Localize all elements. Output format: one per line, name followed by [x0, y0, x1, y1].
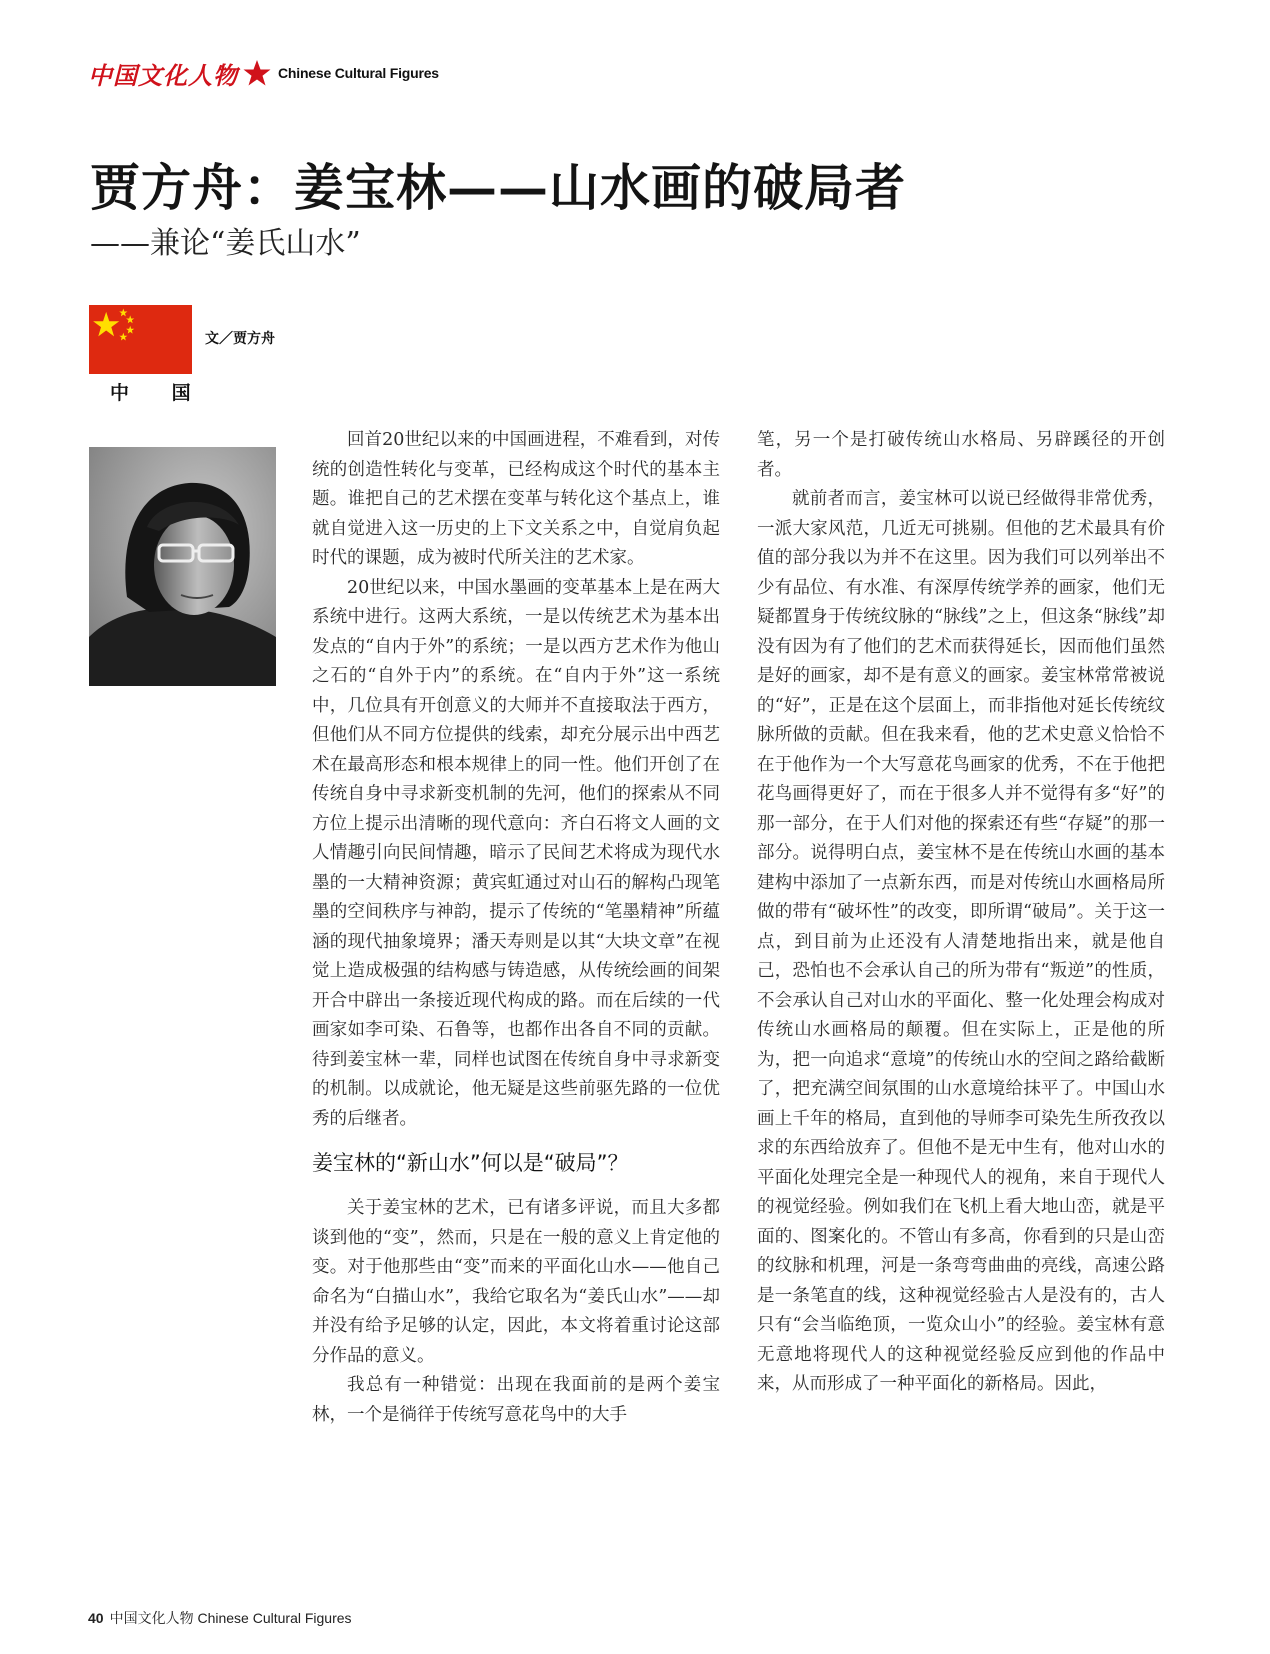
masthead-en: Chinese Cultural Figures: [278, 65, 439, 81]
china-flag-icon: [89, 305, 192, 374]
page-footer: [88, 1608, 352, 1628]
paragraph: 我总有一种错觉：出现在我面前的是两个姜宝林，一个是徜徉于传统写意花鸟中的大手: [312, 1375, 720, 1425]
paragraph-continued: 笔，另一个是打破传统山水格局、另辟蹊径的开创者。: [757, 430, 1165, 480]
paragraph: 关于姜宝林的艺术，已有诸多评说，而且大多都谈到他的“变”，然而，只是在一般的意义上肯定他的变。对于他那些由“变”而来的平面化山水——他自己命名为“白描山水”，我给它取名为“姜氏山水”——却并没有给予足够的认定，因此，本文将着重讨论这部分作品的意义。: [312, 1198, 720, 1366]
article-subtitle: ——兼论“姜氏山水”: [90, 226, 361, 261]
byline: 文／贾方舟: [205, 331, 275, 347]
page-number: 40: [88, 1610, 104, 1626]
masthead-cn-logo: 中国文化人物: [88, 60, 238, 90]
author-portrait-photo: [89, 447, 276, 686]
article-column-2: [757, 426, 1165, 1400]
paragraph: 回首20世纪以来的中国画进程，不难看到，对传统的创造性转化与变革，已经构成这个时代的基本主题。谁把自己的艺术摆在变革与转化这个基点上，谁就自觉进入这一历史的上下文关系之中，自觉肩负起时代的课题，成为被时代所关注的艺术家。: [312, 430, 720, 568]
masthead: [88, 56, 439, 90]
section-heading: 姜宝林的“新山水”何以是“破局”？: [312, 1151, 629, 1175]
paragraph: 20世纪以来，中国水墨画的变革基本上是在两大系统中进行。这两大系统，一是以传统艺术为基本出发点的“自内于外”的系统；一是以西方艺术作为他山之石的“自外于内”的系统。在“自内于外”这一系统中，几位具有开创意义的大师并不直接取法于西方，但他们从不同方位提供的线索，却充分展示出中西艺术在最高形态和根本规律上的同一性。他们开创了在传统自身中寻求新变机制的先河，他们的探索从不同方位上提示出清晰的现代意向：齐白石将文人画的文人情趣引向民间情趣，暗示了民间艺术将成为现代水墨的一大精神资源；黄宾虹通过对山石的解构凸现笔墨的空间秩序与神韵，提示了传统的“笔墨精神”所蕴涵的现代抽象境界；潘天寿则是以其“大块文章”在视觉上造成极强的结构感与铸造感，从传统绘画的间架开合中辟出一条接近现代构成的路。而在后续的一代画家如李可染、石鲁等，也都作出各自不同的贡献。待到姜宝林一辈，同样也试图在传统自身中寻求新变的机制。以成就论，他无疑是这些前驱先路的一位优秀的后继者。: [312, 577, 720, 1129]
star-icon: [242, 59, 272, 87]
country-label: 中 国: [110, 382, 209, 404]
paragraph: 就前者而言，姜宝林可以说已经做得非常优秀，一派大家风范，几近无可挑剔。但他的艺术最具有价值的部分我以为并不在这里。因为我们可以列举出不少有品位、有水准、有深厚传统学养的画家，他们无疑都置身于传统纹脉的“脉线”之上，但这条“脉线”却没有因为有了他们的艺术而获得延长，因而他们虽然是好的画家，却不是有意义的画家。姜宝林常常被说的“好”，正是在这个层面上，而非指他对延长传统纹脉所做的贡献。但在我来看，他的艺术史意义恰恰不在于他作为一个大写意花鸟画家的优秀，不在于他把花鸟画得更好了，而在于很多人并不觉得有多“好”的那一部分，在于人们对他的探索还有些“存疑”的那一部分。说得明白点，姜宝林不是在传统山水画的基本建构中添加了一点新东西，而是对传统山水画格局所做的带有“破坏性”的改变，即所谓“破局”。关于这一点，到目前为止还没有人清楚地指出来，就是他自己，恐怕也不会承认自己的所为带有“叛逆”的性质，不会承认自己对山水的平面化、整一化处理会构成对传统山水画格局的颠覆。但在实际上，正是他的所为，把一向追求“意境”的传统山水的空间之路给截断了，把充满空间氛围的山水意境给抹平了。中国山水画上千年的格局，直到他的导师李可染先生所孜孜以求的东西给放弃了。但他不是无中生有，他对山水的平面化处理完全是一种现代人的视角，来自于现代人的视觉经验。例如我们在飞机上看大地山峦，就是平面的、图案化的。不管山有多高，你看到的只是山峦的纹脉和机理，河是一条弯弯曲曲的亮线，高速公路是一条笔直的线，这种视觉经验古人是没有的，古人只有“会当临绝顶，一览众山小”的经验。姜宝林有意无意地将现代人的这种视觉经验反应到他的作品中来，从而形成了一种平面化的新格局。因此，: [757, 489, 1165, 1394]
article-title: 贾方舟：姜宝林——山水画的破局者: [90, 158, 906, 217]
footer-publication: 中国文化人物 Chinese Cultural Figures: [109, 1610, 352, 1626]
article-column-1: [312, 426, 720, 1430]
